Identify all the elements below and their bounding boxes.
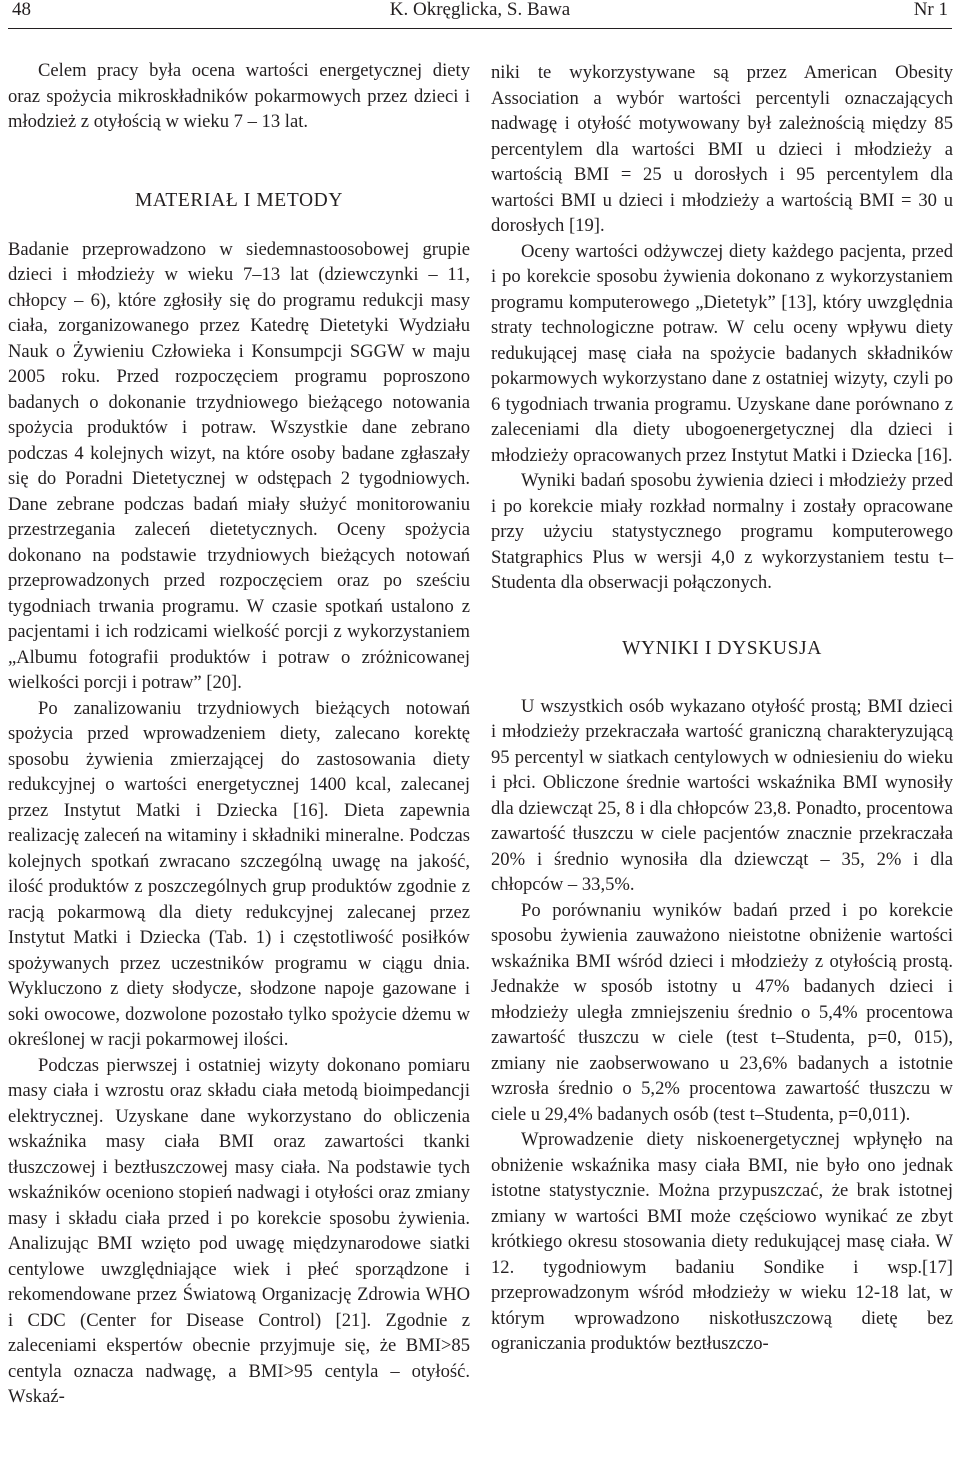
- methods-paragraph-1: Badanie przeprowadzono w siedemnastoosobowej grupie dzieci i młodzieży w wieku 7–13 lat (dziewczynki – 11, chłopcy – 6), które zgłosiły się do programu redukcji masy ciała, zorganizowanego przez Katedrę Dietetyki Wydziału Nauk o Żywieniu Człowieka i Konsumpcji SGGW w maju 2005 roku. Przed rozpoczęciem programu poproszono badanych o dokonanie trzydniowego bieżącego notowania spożycia produktów i potraw. Wszystkie dane zebrano podczas 4 kolejnych wizyt, na które osoby badane zgłaszały się do Poradni Dietetycznej w odstępach 2 tygodniowych. Dane zebrane podczas badań miały służyć monitorowaniu przestrzegania zaleceń dietetycznych. Oceny spożycia dokonano na podstawie trzydniowych bieżących notowań przeprowadzonych przed rozpoczęciem oraz po sześciu tygodniach trwania programu. W czasie spotkań ustalono z pacjentami i ich rodzicami wielkość porcji z wykorzystaniem „Albumu fotografii produktów i potraw o zróżnicowanej wielkości porcji i potraw” [20].: [8, 238, 470, 693]
- issue-number: Nr 1: [913, 0, 948, 20]
- methods-paragraph-3: Podczas pierwszej i ostatniej wizyty dokonano pomiaru masy ciała i wzrostu oraz składu ciała metodą bioimpedancji elektrycznej. Uzyskane dane wykorzystano do obliczenia wskaźnika masy ciała BMI oraz zawartości tkanki tłuszczowej i beztłuszczowej masy ciała. Na podstawie tych wskaźników oceniono stopień nadwagi i otyłości oraz zmiany masy i składu ciała przed i po korekcie sposobu żywienia. Analizując BMI wzięto pod uwagę międzynarodowe siatki centylowe uwzględniające wiek i płeć sporządzone i rekomendowane przez Światową Organizację Zdrowia WHO i CDC (Center for Disease Control) [21]. Zgodnie z zaleceniami ekspertów obecnie przyjmuje się, że BMI>85 centyla oznacza nadwagę, a BMI>95 centyla – otyłość. Wskaź-: [8, 1054, 470, 1407]
- section-heading-methods: MATERIAŁ I METODY: [134, 189, 344, 211]
- right-column: [491, 60, 953, 1357]
- methods-paragraph-continued: niki te wykorzystywane są przez American Obesity Association a wybór wartości percentyli oznaczających nadwagę i otyłość motywowany był zależnością między 85 percentylem dla wartości BMI u dzieci i młodzieży a wartością BMI = 25 u dorosłych i 95 percentylem dla wartości BMI u dzieci i młodzieży a wartością BMI = 30 u dorosłych [19].: [491, 62, 953, 236]
- intro-paragraph: Celem pracy była ocena wartości energetycznej diety oraz spożycia mikroskładników pokarmowych przez dzieci i młodzież z otyłością w wieku 7 – 13 lat.: [8, 60, 470, 132]
- page-number: 48: [12, 0, 31, 20]
- header-rule: [8, 28, 952, 29]
- section-heading-results: WYNIKI I DYSKUSJA: [622, 637, 822, 659]
- results-paragraph-3: Wprowadzenie diety niskoenergetycznej wpłynęło na obniżenie wskaźnika masy ciała BMI, nie było ono jednak istotne statystycznie. Można przypuszczać, że brak istotnej zmiany w wartości BMI może częściowo wynikać ze zbyt krótkiego okresu stosowania diety redukującej masę ciała. W 12. tygodniowym badaniu Sondike i wsp.[17] przeprowadzonym wśród młodzieży w wieku 12-18 lat, w którym wprowadzono niskotłuszczową dietę bez ograniczania produktów beztłuszczo-: [491, 1129, 953, 1354]
- methods-paragraph-4: Oceny wartości odżywczej diety każdego pacjenta, przed i po korekcie sposobu żywienia dokonano z wykorzystaniem programu komputerowego „Dietetyk” [13], który uwzględnia straty technologiczne potraw. W celu oceny wpływu diety redukującej masę ciała na spożycie badanych składników pokarmowych wykorzystano dane z ostatniej wizyty, czyli po 6 tygodniach trwania programu. Uzyskane dane porównano z zaleceniami dla diety ubogoenergetycznej dla dzieci i młodzieży opracowanych przez Instytut Matki i Dziecka [16].: [491, 240, 953, 466]
- methods-paragraph-2: Po zanalizowaniu trzydniowych bieżących notowań spożycia przed wprowadzeniem diety, zalecano korektę sposobu żywienia zmierzającej do zastosowania diety redukcyjnej o wartości energetycznej 1400 kcal, zalecanej przez Instytut Matki i Dziecka [16]. Dieta zapewnia realizację zaleceń na witaminy i składniki mineralne. Podczas kolejnych spotkań zwracano szczególną uwagę na jakość, ilość produktów z poszczególnych grup produktów zgodnie z racją pokarmową dla diety redukcyjnej zalecanej przez Instytut Matki i Dziecka (Tab. 1) i częstotliwość posiłków spożywanych przez uczestników programu w ciągu dnia. Wykluczono z diety słodycze, słodzone napoje gazowane i soki owocowe, dozwolone pozostało tylko spożycie dżemu w określonej w racji pokarmowej ilości.: [8, 697, 470, 1050]
- results-paragraph-1: U wszystkich osób wykazano otyłość prostą; BMI dzieci i młodzieży przekraczała wartość graniczną charakteryzującą 95 percentyl w siatkach centylowych w odniesieniu do wieku i płci. Obliczone średnie wartości wskaźnika BMI wynosiły dla dziewcząt 25, 8 i dla chłopców 23,8. Ponadto, procentowa zawartość tłuszczu w ciele pacjentów znacznie przekraczała 20% i średnio wynosiła dla dziewcząt – 35, 2% i dla chłopców – 33,5%.: [491, 695, 953, 895]
- running-header: [8, 0, 952, 28]
- left-column: [8, 58, 470, 1410]
- running-authors: K. Okręglicka, S. Bawa: [389, 0, 571, 20]
- methods-paragraph-5: Wyniki badań sposobu żywienia dzieci i młodzieży przed i po korekcie miały rozkład normalny i zostały opracowane przy użyciu statystycznego programu komputerowego Statgraphics Plus w wersji 4,0 z wykorzystaniem testu t–Studenta dla obserwacji połączonych.: [491, 470, 953, 593]
- results-paragraph-2: Po porównaniu wyników badań przed i po korekcie sposobu żywienia zauważono nieistotne obniżenie wartości wskaźnika BMI wśród dzieci i młodzieży z otyłością prostą. Jednakże w sposób istotny u 47% badanych dzieci i młodzieży uległa zmniejszeniu średnio o 5,4% procentowa zawartość tłuszczu w ciele (test t–Studenta, p=0, 015), zmiany nie zaobserwowano u 23,6% badanych a istotnie wzrosła średnio o 5,2% procentowa zawartość tłuszczu w ciele u 29,4% badanych osób (test t–Studenta, p=0,011).: [491, 899, 953, 1125]
